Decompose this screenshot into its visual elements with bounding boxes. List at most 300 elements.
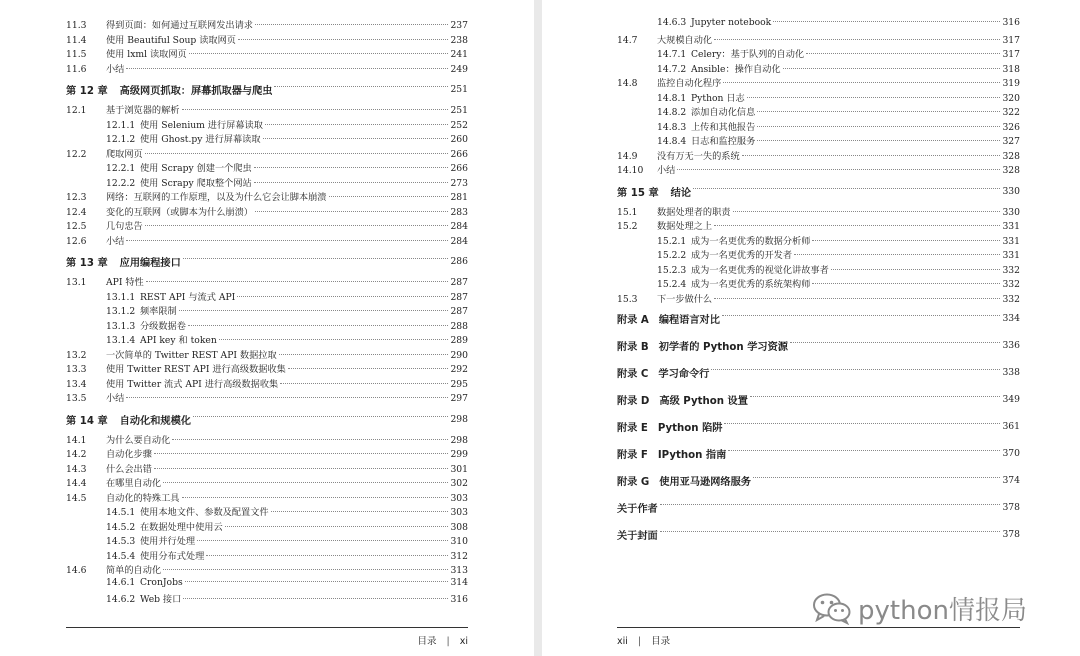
toc-entry-section [66,61,468,76]
toc-entry-number: 14.8.4 [657,136,687,147]
toc-entry-number: 13.2 [66,349,87,361]
toc-entry-section [66,390,468,405]
toc-entry-title: 自动化和规模化 [119,415,191,427]
toc-entry-number: 附录 B [617,342,649,353]
toc-entry-page: 328 [1002,165,1020,176]
toc-entry-number: 附录 E [617,423,648,434]
toc-entry-title: 基于浏览器的解析 [106,105,180,116]
toc-entry-page: 320 [1002,92,1020,104]
toc-leader-dots [197,540,448,541]
toc-leader-dots [219,339,449,340]
toc-leader-dots [154,453,449,454]
toc-entry-title: 简单的自动化 [106,565,162,576]
toc-entry-number: 14.5.4 [106,550,136,562]
toc-entry-number: 14.6.2 [106,594,136,605]
toc-leader-dots [254,167,449,168]
toc-entry-section [66,519,468,534]
toc-leader-dots [271,511,449,512]
toc-entry-title: 使用本地文件、参数及配置文件 [140,507,269,518]
toc-entry-number: 附录 D [617,396,650,407]
toc-leader-dots [280,383,448,384]
toc-leader-dots [225,526,449,527]
toc-entry-number: 12.2.2 [106,177,136,189]
toc-entry-section [66,17,468,32]
toc-entry-title: REST API 与流式 API [140,291,236,303]
toc-entry-number: 11.5 [66,49,87,60]
footer-label: 目录 [651,636,671,647]
toc-entry-number: 12.3 [66,192,87,203]
toc-entry-appendix [617,413,1020,440]
toc-entry-title: 使用 Beautiful Soup 读取网页 [106,34,236,46]
toc-leader-dots [757,111,1000,112]
toc-entry-section [66,504,468,519]
watermark-text: python情报局 [858,595,1027,626]
watermark [812,586,1052,630]
toc-entry-number: 14.5.1 [106,507,136,518]
toc-leader-dots [126,397,448,398]
toc-leader-dots [145,225,449,226]
toc-leader-dots [693,188,1000,189]
toc-leader-dots [773,21,1000,22]
toc-entry-title: 变化的互联网（或脚本为什么崩溃） [106,206,253,218]
footer-separator: | [446,636,450,647]
toc-entry-section [66,117,468,132]
toc-entry-title: 使用 Selenium 进行屏幕读取 [140,119,263,131]
toc-entry-number: 附录 C [617,369,649,380]
toc-entry-section [66,160,468,175]
toc-entry-page: 308 [450,521,468,533]
toc-entry-section [66,318,468,333]
toc-entry-section [617,32,1020,47]
toc-entry-page: 310 [450,536,468,547]
toc-entry-title: 没有万无一失的系统 [657,150,740,162]
toc-entry-number: 第 15 章 [617,187,659,199]
toc-entry-page: 322 [1002,107,1020,118]
toc-entry-section [66,562,468,577]
toc-entry-number: 14.3 [66,463,87,475]
toc-entry-number: 14.5.2 [106,521,136,533]
toc-leader-dots [188,325,449,326]
toc-entry-number: 14.7 [617,34,638,46]
toc-entry-page: 302 [450,478,468,489]
toc-entry-page: 338 [1002,367,1020,378]
toc-leader-dots [255,24,448,25]
toc-entry-number: 13.1.4 [106,335,136,346]
left-page [0,0,534,656]
toc-leader-dots [753,477,1000,478]
toc-entry-number: 15.2.1 [657,235,687,247]
toc-entry-section [66,461,468,476]
toc-entry-section [66,289,468,304]
toc-entry-section [617,233,1020,248]
toc-leader-dots [677,169,1000,170]
toc-leader-dots [806,53,1000,54]
toc-entry-section [66,432,468,447]
toc-entry-number: 14.8 [617,78,638,89]
toc-leader-dots [179,310,449,311]
toc-entry-section [617,218,1020,233]
toc-leader-dots [742,155,1001,156]
toc-entry-page: 317 [1002,34,1020,46]
toc-entry-number: 附录 G [617,477,650,488]
toc-entry-title: 使用 lxml 读取网页 [106,49,187,60]
toc-entry-page: 292 [450,364,468,375]
toc-entry-title: Python 日志 [691,92,745,104]
toc-entry-title: 成为一名更优秀的开发者 [691,250,793,261]
toc-entry-title: 使用 Twitter 流式 API 进行高级数据收集 [106,378,279,390]
toc-entry-title: 编程语言对比 [658,315,720,326]
toc-entry-page: 287 [450,277,468,288]
toc-entry-page: 330 [1002,206,1020,218]
toc-entry-title: 频率限制 [140,306,177,317]
toc-entry-number: 13.3 [66,364,87,375]
toc-entry-title: 小结 [657,165,676,176]
toc-leader-dots [183,598,448,599]
toc-entry-section [66,175,468,190]
toc-entry-title: 添加自动化信息 [691,107,756,118]
toc-entry-page: 266 [450,163,468,174]
toc-entry-section [66,32,468,47]
toc-entry-appendix [617,467,1020,494]
toc-entry-title: 初学者的 Python 学习资源 [658,342,788,353]
toc-entry-title: 下一步做什么 [657,293,713,305]
toc-entry-page: 249 [450,63,468,75]
toc-leader-dots [163,482,448,483]
toc-entry-number: 15.2.3 [657,264,687,276]
toc-entry-page: 273 [450,177,468,189]
toc-leader-dots [288,368,449,369]
toc-leader-dots [238,39,448,40]
toc-entry-number: 第 13 章 [66,258,108,269]
toc-entry-page: 327 [1002,136,1020,147]
toc-entry-title: 使用 Twitter REST API 进行高级数据收集 [106,364,286,375]
toc-entry-number: 14.6.1 [106,576,136,588]
toc-leader-dots [812,240,1000,241]
toc-entry-page: 284 [450,235,468,247]
toc-entry-title: 关于作者 [617,504,658,515]
toc-entry-page: 251 [450,84,468,95]
toc-leader-dots [265,124,449,125]
toc-entry-number: 15.2.4 [657,279,687,290]
toc-entry-page: 331 [1002,221,1020,232]
footer-page-number: xi [459,636,468,647]
toc-entry-section [66,131,468,146]
toc-entry-page: 316 [1002,17,1020,28]
footer-separator: | [637,636,642,647]
toc-entry-number: 第 14 章 [66,415,108,427]
toc-entry-page: 334 [1002,313,1020,324]
toc-entry-page: 286 [450,256,468,267]
toc-entry-appendix [617,440,1020,467]
toc-entry-section [617,133,1020,148]
toc-leader-dots [723,82,1000,83]
toc-entry-number: 11.3 [66,20,87,31]
toc-entry-title: 大规模自动化 [657,34,713,46]
toc-leader-dots [714,298,1000,299]
toc-entry-title: 小结 [106,63,125,75]
toc-entry-title: API key 和 token [140,335,217,346]
toc-leader-dots [714,39,1000,40]
toc-entry-title: 数据处理之上 [657,221,713,232]
toc-entry-title: 得到页面：如何通过互联网发出请求 [106,20,253,31]
toc-entry-title: 几句忠告 [106,221,143,232]
toc-entry-appendix [617,386,1020,413]
toc-entry-title: 在数据处理中使用云 [140,521,223,533]
toc-leader-dots [126,68,448,69]
toc-entry-appendix [617,494,1020,521]
toc-entry-number: 14.5 [66,492,87,504]
toc-entry-number: 14.8.2 [657,107,687,118]
toc-leader-dots [724,423,1000,424]
toc-entry-section [617,262,1020,277]
toc-entry-page: 288 [450,320,468,332]
toc-leader-dots [279,354,449,355]
toc-entry-number: 14.4 [66,478,87,489]
toc-entry-title: 网络：互联网的工作原理，以及为什么它会让脚本崩溃 [106,192,327,203]
toc-entry-title: 在哪里自动化 [106,478,162,489]
toc-entry-number: 12.1 [66,105,87,116]
toc-leader-dots [163,569,448,570]
toc-leader-dots [711,369,1000,370]
toc-entry-page: 237 [450,20,468,31]
toc-leader-dots [154,468,449,469]
toc-entry-section [66,218,468,233]
toc-entry-page: 301 [450,463,468,475]
toc-leader-dots [794,254,1000,255]
toc-entry-page: 317 [1002,49,1020,60]
toc-entry-page: 281 [450,192,468,203]
toc-entry-title: 结论 [670,187,692,199]
toc-leader-dots [263,138,449,139]
toc-entry-page: 330 [1002,185,1020,197]
toc-entry-number: 11.4 [66,34,87,46]
toc-entry-page: 316 [450,594,468,605]
toc-entry-appendix [617,332,1020,359]
toc-entry-page: 336 [1002,340,1020,351]
toc-leader-dots [145,153,449,154]
toc-entry-page: 319 [1002,78,1020,89]
toc-entry-section [617,247,1020,262]
toc-entry-title: 为什么要自动化 [106,434,171,446]
toc-entry-section [66,533,468,548]
toc-leader-dots [126,240,448,241]
toc-entry-page: 332 [1002,293,1020,305]
toc-entry-title: 应用编程接口 [119,258,181,269]
toc-entry-section [66,332,468,347]
toc-entry-page: 349 [1002,394,1020,405]
toc-entry-page: 284 [450,221,468,232]
toc-entry-title: 日志和监控服务 [691,136,756,147]
toc-leader-dots [183,258,449,259]
toc-entry-page: 374 [1002,475,1020,486]
toc-entry-number: 14.8.1 [657,92,687,104]
toc-entry-title: 自动化的特殊工具 [106,492,180,504]
toc-leader-dots [714,225,1000,226]
toc-entry-title: IPython 指南 [657,450,727,461]
toc-entry-title: 小结 [106,393,125,404]
toc-entry-page: 312 [450,550,468,562]
toc-entry-number: 13.5 [66,393,87,404]
toc-leader-dots [254,182,449,183]
toc-entry-section [66,347,468,362]
toc-entry-number: 15.3 [617,293,638,305]
toc-entry-number: 14.6.3 [657,17,687,28]
toc-entry-page: 295 [450,378,468,390]
toc-entry-page: 361 [1002,421,1020,432]
toc-entry-number: 13.1.1 [106,291,136,303]
toc-entry-section [617,291,1020,306]
toc-entry-chapter [66,79,468,100]
toc-entry-page: 287 [450,306,468,317]
toc-leader-dots [172,439,448,440]
toc-entry-number: 14.9 [617,150,638,162]
toc-leader-dots [182,109,449,110]
toc-entry-number: 14.2 [66,449,87,460]
toc-entry-title: Python 陷阱 [657,423,723,434]
toc-entry-chapter [66,409,468,430]
toc-entry-title: 使用 Ghost.py 进行屏幕读取 [140,134,261,145]
toc-entry-chapter [66,251,468,272]
toc-entry-number: 14.10 [617,165,644,176]
toc-leader-dots [790,342,1001,343]
toc-entry-title: API 特性 [106,277,144,288]
right-footer [617,627,1020,647]
toc-entry-page: 238 [450,34,468,46]
toc-leader-dots [182,497,449,498]
toc-leader-dots [274,86,448,87]
toc-entry-appendix [617,359,1020,386]
toc-entry-chapter [617,181,1020,202]
toc-entry-page: 283 [450,206,468,218]
toc-entry-page: 290 [450,349,468,361]
toc-entry-title: Ansible：操作自动化 [691,63,781,75]
toc-entry-section [617,276,1020,291]
toc-leader-dots [831,269,1001,270]
toc-right [617,17,1020,548]
toc-leader-dots [812,283,1000,284]
toc-entry-number: 12.1.1 [106,119,136,131]
toc-leader-dots [728,450,1000,451]
toc-leader-dots [750,396,1001,397]
toc-entry-section [66,146,468,161]
toc-entry-page: 298 [450,413,468,425]
toc-entry-number: 13.1 [66,277,87,288]
toc-entry-page: 331 [1002,250,1020,261]
toc-entry-title: CronJobs [140,576,183,588]
toc-entry-number: 14.7.1 [657,49,687,60]
toc-leader-dots [255,211,448,212]
toc-entry-section [617,148,1020,163]
toc-leader-dots [660,531,1001,532]
toc-entry-title: 使用 Scrapy 创建一个爬虫 [140,163,252,174]
toc-entry-section [617,75,1020,90]
toc-leader-dots [206,555,448,556]
toc-entry-page: 378 [1002,529,1020,540]
toc-leader-dots [193,416,448,417]
toc-entry-section [66,233,468,248]
toc-entry-number: 12.6 [66,235,87,247]
toc-entry-title: 小结 [106,235,125,247]
toc-entry-section [617,61,1020,76]
toc-entry-section [617,46,1020,61]
toc-entry-section [66,303,468,318]
toc-entry-number: 13.4 [66,378,87,390]
toc-entry-title: 数据处理者的职责 [657,206,731,218]
toc-entry-number: 第 12 章 [66,86,108,97]
toc-entry-number: 12.2 [66,148,87,160]
toc-entry-page: 298 [450,434,468,446]
toc-entry-page: 328 [1002,150,1020,162]
toc-leader-dots [783,68,1001,69]
toc-entry-section [66,548,468,563]
toc-entry-title: 成为一名更优秀的数据分析师 [691,235,811,247]
toc-entry-title: 使用分布式处理 [140,550,205,562]
toc-leader-dots [185,581,449,582]
toc-entry-page: 287 [450,291,468,303]
toc-entry-number: 15.2 [617,221,638,232]
toc-entry-number: 附录 A [617,315,649,326]
toc-entry-page: 251 [450,105,468,116]
toc-entry-title: 成为一名更优秀的视觉化讲故事者 [691,264,829,276]
right-page [542,0,1080,656]
toc-entry-section [617,17,1020,32]
toc-entry-page: 331 [1002,235,1020,247]
toc-entry-title: 使用亚马逊网络服务 [659,477,751,488]
toc-entry-title: 使用 Scrapy 爬取整个网站 [140,177,252,189]
toc-entry-number: 13.1.2 [106,306,136,317]
toc-entry-page: 332 [1002,279,1020,290]
toc-entry-title: 自动化步骤 [106,449,152,460]
toc-entry-page: 332 [1002,264,1020,276]
toc-left [66,17,468,606]
toc-entry-page: 326 [1002,121,1020,133]
toc-entry-number: 12.4 [66,206,87,218]
toc-entry-section [66,446,468,461]
toc-entry-appendix [617,521,1020,548]
toc-entry-page: 266 [450,148,468,160]
toc-entry-title: 一次简单的 Twitter REST API 数据拉取 [106,349,277,361]
toc-entry-page: 299 [450,449,468,460]
toc-entry-section [66,591,468,606]
book-gutter [534,0,542,656]
toc-entry-title: 高级 Python 设置 [659,396,748,407]
toc-leader-dots [733,211,1001,212]
toc-leader-dots [237,296,448,297]
toc-entry-appendix [617,305,1020,332]
toc-leader-dots [329,196,449,197]
toc-entry-section [66,204,468,219]
toc-leader-dots [722,315,1001,316]
toc-entry-title: 使用并行处理 [140,536,196,547]
toc-entry-title: 什么会出错 [106,463,152,475]
toc-entry-number: 14.8.3 [657,121,687,133]
toc-entry-page: 314 [450,576,468,588]
toc-entry-title: 学习命令行 [658,369,710,380]
toc-entry-section [66,189,468,204]
toc-entry-section [66,102,468,117]
toc-entry-section [617,204,1020,219]
toc-leader-dots [757,126,1000,127]
toc-entry-title: Web 接口 [140,594,182,605]
toc-entry-page: 260 [450,134,468,145]
toc-entry-title: Jupyter notebook [691,17,772,28]
toc-entry-number: 14.7.2 [657,63,687,75]
left-footer [66,627,468,647]
toc-entry-page: 318 [1002,63,1020,75]
toc-entry-number: 附录 F [617,450,648,461]
toc-entry-section [617,162,1020,177]
toc-entry-number: 14.5.3 [106,536,136,547]
